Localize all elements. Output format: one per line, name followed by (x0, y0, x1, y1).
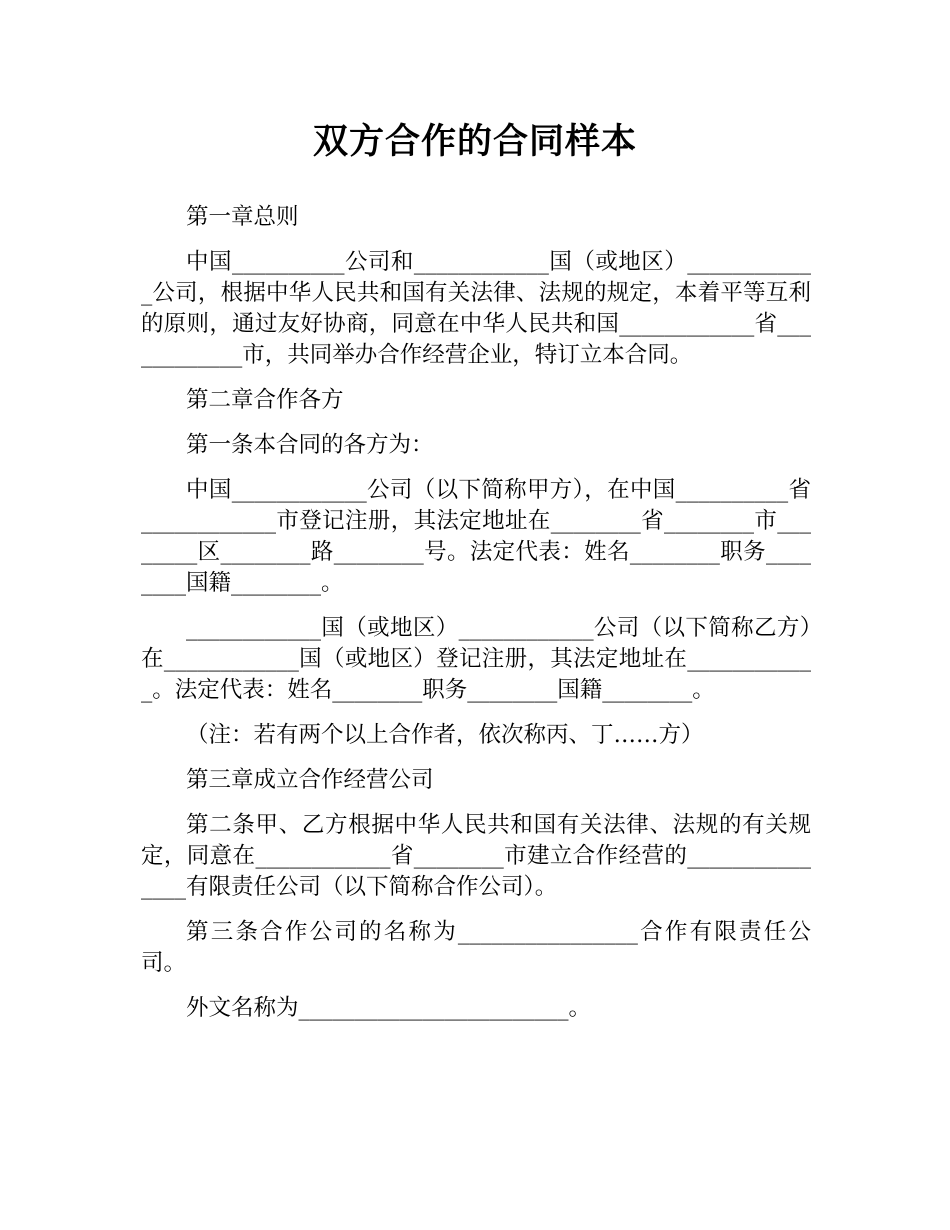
document-title: 双方合作的合同样本 (312, 122, 637, 162)
paragraph-preamble: 中国__________公司和____________国（或地区）____________公司，根据中华人民共和国有关法律、法规的规定，本着平等互利的原则，通过友好协商，同意在中华人民共和国____________省____________市，共同举办合作经营企业，特订立本合同。 (141, 249, 811, 368)
paragraph-party-a: 中国____________公司（以下简称甲方），在中国__________省____________市登记注册，其法定地址在________省________市________区________路________号。法定代表：姓名________职务________国籍________。 (141, 477, 811, 596)
document-body (141, 202, 811, 1038)
article-3-paragraph: 第三条合作公司的名称为________________合作有限责任公司。 (141, 919, 811, 976)
paragraph-note: （注：若有两个以上合作者，依次称丙、丁……方） (186, 722, 704, 748)
foreign-name-paragraph: 外文名称为________________________。 (186, 995, 592, 1021)
paragraph-party-b: ____________国（或地区）____________公司（以下简称乙方）在____________国（或地区）登记注册，其法定地址在____________。法定代表：姓名________职务________国籍________。 (141, 615, 811, 703)
chapter-heading-establishment: 第三章成立合作经营公司 (186, 767, 434, 793)
chapter-heading-parties: 第二章合作各方 (186, 387, 344, 413)
chapter-heading-general: 第一章总则 (186, 204, 299, 230)
article-1-heading: 第一条本合同的各方为： (186, 432, 434, 458)
article-2-paragraph: 第二条甲、乙方根据中华人民共和国有关法律、法规的有关规定，同意在____________省________市建立合作经营的_______________有限责任公司（以下简称合作公司）。 (141, 812, 811, 900)
